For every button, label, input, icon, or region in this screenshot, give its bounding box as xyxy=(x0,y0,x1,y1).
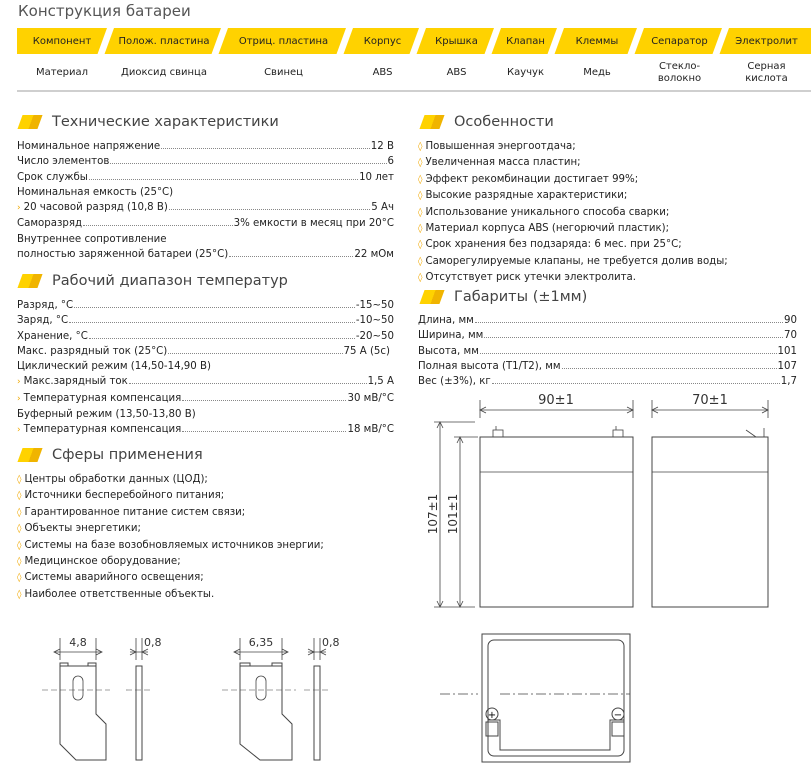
bullet-icon: › xyxy=(17,393,21,404)
temp-section-header xyxy=(20,273,288,289)
spec-row xyxy=(17,154,394,169)
resistance-label: Внутреннее сопротивление xyxy=(17,233,167,245)
features-section-header xyxy=(422,114,554,130)
value-cell: Стекло- волокно xyxy=(657,61,702,84)
value-cell: ABS xyxy=(372,67,393,78)
capacity-label: Номинальная емкость (25°С) xyxy=(17,186,174,198)
list-item xyxy=(17,488,324,504)
diamond-bullet-icon: ◊ xyxy=(418,224,423,235)
divider xyxy=(17,90,811,92)
list-item-text: Системы аварийного освещения; xyxy=(24,572,204,584)
section-marker-icon xyxy=(419,290,444,304)
spec-row xyxy=(17,344,394,359)
dims-section-header xyxy=(422,289,587,305)
construction-value-row xyxy=(17,56,811,90)
spec-label: Полная высота (Т1/Т2), мм xyxy=(418,360,561,372)
buffer-label: Буферный режим (13,50-13,80 В) xyxy=(17,409,196,421)
spec-label: Ширина, мм xyxy=(418,330,484,342)
value-cell: Материал xyxy=(35,67,89,78)
diamond-bullet-icon: ◊ xyxy=(17,573,22,584)
spec-value: 18 мВ/°С xyxy=(347,424,394,436)
list-item-text: Гарантированное питание систем связи; xyxy=(24,506,246,518)
full-height-dim-label: 107±1 xyxy=(426,493,440,535)
tech-section-title: Технические характеристики xyxy=(52,114,279,130)
bullet-icon: › xyxy=(17,425,21,436)
t1-thickness-label: 0,8 xyxy=(144,636,162,649)
list-item-text: Источники бесперебойного питания; xyxy=(24,490,225,502)
spec-label: Высота, мм xyxy=(418,345,479,357)
value-cell: Свинец xyxy=(264,67,303,78)
list-item-text: Объекты энергетики; xyxy=(24,523,141,535)
spec-row xyxy=(17,391,394,407)
spec-label: 20 часовой разряд (10,8 В) xyxy=(23,202,168,214)
spec-label: Разряд, °С xyxy=(17,300,74,311)
diamond-bullet-icon: ◊ xyxy=(418,142,423,152)
list-item-text: Наиболее ответственные объекты. xyxy=(24,588,215,600)
terminal-t2-drawing xyxy=(210,630,360,768)
list-item xyxy=(17,587,324,603)
height-dim-label: 101±1 xyxy=(446,493,460,535)
tech-section-header xyxy=(20,114,279,130)
width-dim-label: 70±1 xyxy=(692,393,728,408)
list-item xyxy=(418,205,728,221)
features-list xyxy=(418,139,728,287)
dims-section-title: Габариты (±1мм) xyxy=(454,289,588,305)
diamond-bullet-icon: ◊ xyxy=(418,256,423,267)
list-item-text: Срок хранения без подзаряда: 6 мес. при 25°С; xyxy=(425,239,682,251)
diamond-bullet-icon: ◊ xyxy=(17,540,22,551)
spec-row xyxy=(17,374,394,390)
header-cell: Крышка xyxy=(419,28,494,54)
t2-width-label: 6,35 xyxy=(248,636,274,649)
header-cell: Клеммы xyxy=(557,28,637,54)
construction-header-row xyxy=(17,28,811,54)
spec-value: 10 лет xyxy=(359,171,394,183)
list-item xyxy=(17,554,324,570)
list-item xyxy=(17,521,324,537)
spec-value: 30 мВ/°С xyxy=(347,392,394,404)
spec-row xyxy=(17,139,394,154)
spec-label: Вес (±3%), кг xyxy=(418,376,491,388)
spec-row xyxy=(17,216,394,231)
spec-label: Температурная компенсация xyxy=(23,424,182,436)
spec-value: 22 мОм xyxy=(354,249,394,261)
value-cell: Каучук xyxy=(506,67,544,78)
spec-value: 5 Ач xyxy=(371,202,394,214)
list-item xyxy=(418,172,728,188)
spec-row xyxy=(418,344,797,359)
value-cell: ABS xyxy=(446,67,467,78)
spec-label: Номинальное напряжение xyxy=(17,141,161,152)
header-cell: Электролит xyxy=(722,28,811,54)
diamond-bullet-icon: ◊ xyxy=(17,557,22,568)
spec-row xyxy=(418,359,797,374)
list-item-text: Центры обработки данных (ЦОД); xyxy=(24,474,208,485)
header-cell: Полож. пластина xyxy=(107,28,221,54)
spec-label: полностью заряженной батареи (25°С) xyxy=(17,249,229,261)
list-item xyxy=(17,505,324,521)
list-item-text: Отсутствует риск утечки электролита. xyxy=(425,272,637,284)
spec-row xyxy=(17,329,394,344)
plus-terminal-icon: + xyxy=(487,710,497,721)
terminal-t1-drawing xyxy=(20,630,170,768)
spec-row xyxy=(418,374,797,389)
construction-table xyxy=(17,28,811,90)
spec-row xyxy=(418,313,797,328)
spheres-section-header xyxy=(20,447,203,463)
construction-title: Конструкция батареи xyxy=(18,2,191,20)
bullet-icon: › xyxy=(17,203,21,214)
list-item xyxy=(418,270,728,286)
spec-label: Заряд, °С xyxy=(17,315,69,327)
spec-value: 12 В xyxy=(370,141,394,152)
list-item xyxy=(17,570,324,586)
list-item-text: Использование уникального способа сварки; xyxy=(425,206,670,218)
spec-row xyxy=(17,247,394,262)
list-item xyxy=(418,254,728,270)
list-item xyxy=(17,538,324,554)
spec-label: Длина, мм xyxy=(418,315,474,326)
value-cell: Медь xyxy=(583,67,611,78)
temp-specs xyxy=(17,298,394,439)
list-item xyxy=(418,188,728,204)
battery-dimension-drawing xyxy=(420,390,812,620)
length-dim-label: 90±1 xyxy=(538,393,574,408)
header-cell: Отриц. пластина xyxy=(221,28,346,54)
diamond-bullet-icon: ◊ xyxy=(17,524,22,535)
section-marker-icon xyxy=(17,274,42,288)
header-cell: Клапан xyxy=(494,28,557,54)
spec-label: Число элементов xyxy=(17,156,110,168)
spec-row xyxy=(17,298,394,313)
spec-row xyxy=(17,170,394,185)
diamond-bullet-icon: ◊ xyxy=(418,240,423,251)
diamond-bullet-icon: ◊ xyxy=(418,273,423,284)
diamond-bullet-icon: ◊ xyxy=(17,475,22,485)
spheres-section-title: Сферы применения xyxy=(52,447,203,463)
spec-row xyxy=(418,328,797,343)
spec-value: -10~50 xyxy=(355,315,394,327)
bullet-icon: › xyxy=(17,377,21,388)
dims-specs xyxy=(418,313,797,389)
list-item xyxy=(17,472,324,488)
minus-terminal-icon: − xyxy=(613,710,623,721)
spec-value: 3% емкости в месяц при 20°С xyxy=(233,218,394,230)
section-marker-icon xyxy=(17,448,42,462)
spec-row xyxy=(17,313,394,328)
list-item xyxy=(418,155,728,171)
value-cell: Диоксид свинца xyxy=(121,67,207,78)
section-marker-icon xyxy=(419,115,444,129)
list-item xyxy=(418,237,728,253)
spec-label: Макс. разрядный ток (25°С) xyxy=(17,345,168,357)
spec-value: -15~50 xyxy=(355,300,394,311)
header-cell: Сепаратор xyxy=(637,28,722,54)
list-item xyxy=(418,139,728,155)
list-item-text: Высокие разрядные характеристики; xyxy=(425,190,628,202)
spec-value: 1,7 xyxy=(780,376,797,388)
spec-label: Макс.зарядный ток xyxy=(23,376,128,388)
temp-section-title: Рабочий диапазон температур xyxy=(52,273,288,289)
spec-row xyxy=(17,422,394,438)
list-item xyxy=(418,221,728,237)
spec-label: Саморазряд xyxy=(17,218,83,230)
t2-thickness-label: 0,8 xyxy=(322,636,340,649)
spec-value: -20~50 xyxy=(355,330,394,342)
spheres-list xyxy=(17,472,324,603)
cyclic-label: Циклический режим (14,50-14,90 В) xyxy=(17,361,211,373)
diamond-bullet-icon: ◊ xyxy=(17,507,22,518)
header-cell: Корпус xyxy=(346,28,419,54)
list-item-text: Эффект рекомбинации достигает 99%; xyxy=(425,173,639,185)
spec-value: 107 xyxy=(777,360,797,372)
spec-value: 101 xyxy=(777,345,797,357)
spec-row xyxy=(17,200,394,216)
diamond-bullet-icon: ◊ xyxy=(418,174,423,185)
t1-width-label: 4,8 xyxy=(69,636,87,649)
features-section-title: Особенности xyxy=(454,114,554,130)
value-cell: Серная кислота xyxy=(745,61,788,84)
tech-specs xyxy=(17,139,394,262)
spec-value: 90 xyxy=(784,315,797,326)
battery-top-view-drawing xyxy=(440,628,640,768)
spec-label: Срок службы xyxy=(17,171,88,183)
diamond-bullet-icon: ◊ xyxy=(418,158,423,169)
spec-value: 6 xyxy=(387,156,394,168)
list-item-text: Системы на базе возобновляемых источников энергии; xyxy=(24,539,324,551)
list-item-text: Материал корпуса ABS (негорючий пластик); xyxy=(425,223,670,235)
spec-value: 70 xyxy=(784,330,797,342)
list-item-text: Медицинское оборудование; xyxy=(24,556,181,568)
diamond-bullet-icon: ◊ xyxy=(418,191,423,202)
section-marker-icon xyxy=(17,115,42,129)
spec-value: 75 А (5с) xyxy=(343,345,390,357)
spec-value: 1,5 А xyxy=(367,376,394,388)
spec-label: Температурная компенсация xyxy=(23,392,182,404)
list-item-text: Увеличенная масса пластин; xyxy=(425,157,581,169)
diamond-bullet-icon: ◊ xyxy=(17,589,22,600)
spec-label: Хранение, °С xyxy=(17,330,88,342)
list-item-text: Саморегулируемые клапаны, не требуется долив воды; xyxy=(425,255,728,267)
diamond-bullet-icon: ◊ xyxy=(17,491,22,502)
list-item-text: Повышенная энергоотдача; xyxy=(425,141,576,152)
diamond-bullet-icon: ◊ xyxy=(418,207,423,218)
header-cell: Компонент xyxy=(32,35,92,47)
